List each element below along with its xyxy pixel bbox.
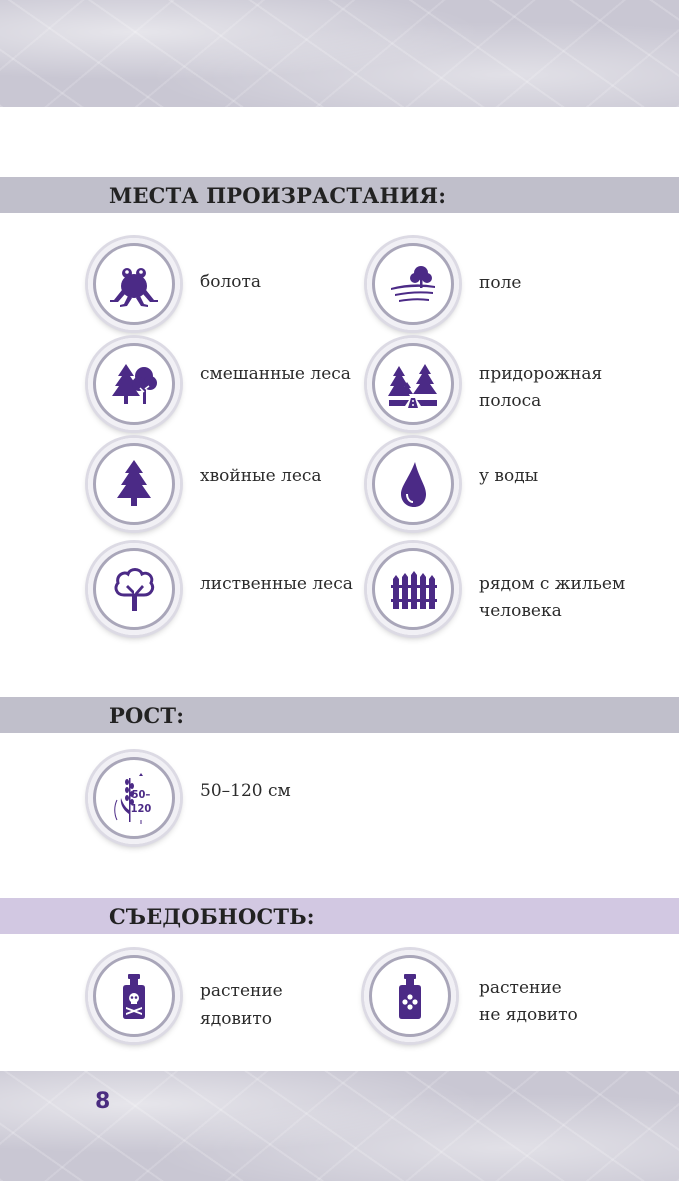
habitat-label-fence-line1: рядом с жильем bbox=[479, 574, 626, 594]
conifer-tree-icon bbox=[88, 438, 180, 530]
plant-height-badge-bottom: 120 bbox=[130, 802, 152, 815]
growth-section-bar bbox=[0, 697, 679, 733]
habitat-label-swamp: болота bbox=[200, 272, 262, 292]
habitat-section-bar bbox=[0, 177, 679, 213]
edibility-section-title: СЪЕДОБНОСТЬ: bbox=[109, 903, 315, 929]
plant-height-badge-top: 50– bbox=[131, 788, 151, 801]
edibility-label-safe-line1: растение bbox=[479, 978, 562, 998]
deciduous-tree-icon bbox=[88, 543, 180, 635]
growth-section-title: РОСТ: bbox=[109, 702, 185, 728]
plant-height-icon bbox=[88, 752, 180, 844]
roadside-icon bbox=[367, 338, 459, 430]
habitat-label-fence-line2: человека bbox=[479, 601, 562, 621]
habitat-label-roadside-line1: придорожная bbox=[479, 364, 603, 384]
habitat-label-deciduous: лиственные леса bbox=[200, 574, 353, 594]
habitat-label-conifer: хвойные леса bbox=[200, 466, 322, 486]
page-number: 8 bbox=[95, 1089, 111, 1114]
habitat-label-water: у воды bbox=[479, 466, 539, 486]
mixed-forest-icon bbox=[88, 338, 180, 430]
top-texture-band bbox=[0, 0, 679, 107]
edibility-section-bar bbox=[0, 898, 679, 934]
edibility-label-safe-line2: не ядовито bbox=[479, 1005, 578, 1025]
habitat-label-field: поле bbox=[479, 273, 522, 293]
safe-bottle-icon bbox=[364, 950, 456, 1042]
fence-icon bbox=[367, 543, 459, 635]
poison-bottle-icon bbox=[88, 950, 180, 1042]
water-drop-icon bbox=[367, 438, 459, 530]
edibility-label-poisonous-line2: ядовито bbox=[200, 1009, 272, 1029]
edibility-label-poisonous-line1: растение bbox=[200, 981, 283, 1001]
bottom-texture-band bbox=[0, 1071, 679, 1181]
habitat-label-roadside-line2: полоса bbox=[479, 391, 542, 411]
growth-value: 50–120 см bbox=[200, 781, 291, 801]
habitat-label-mixed-forest: смешанные леса bbox=[200, 364, 351, 384]
field-icon bbox=[367, 238, 459, 330]
habitat-section-title: МЕСТА ПРОИЗРАСТАНИЯ: bbox=[109, 182, 447, 208]
frog-icon bbox=[88, 238, 180, 330]
